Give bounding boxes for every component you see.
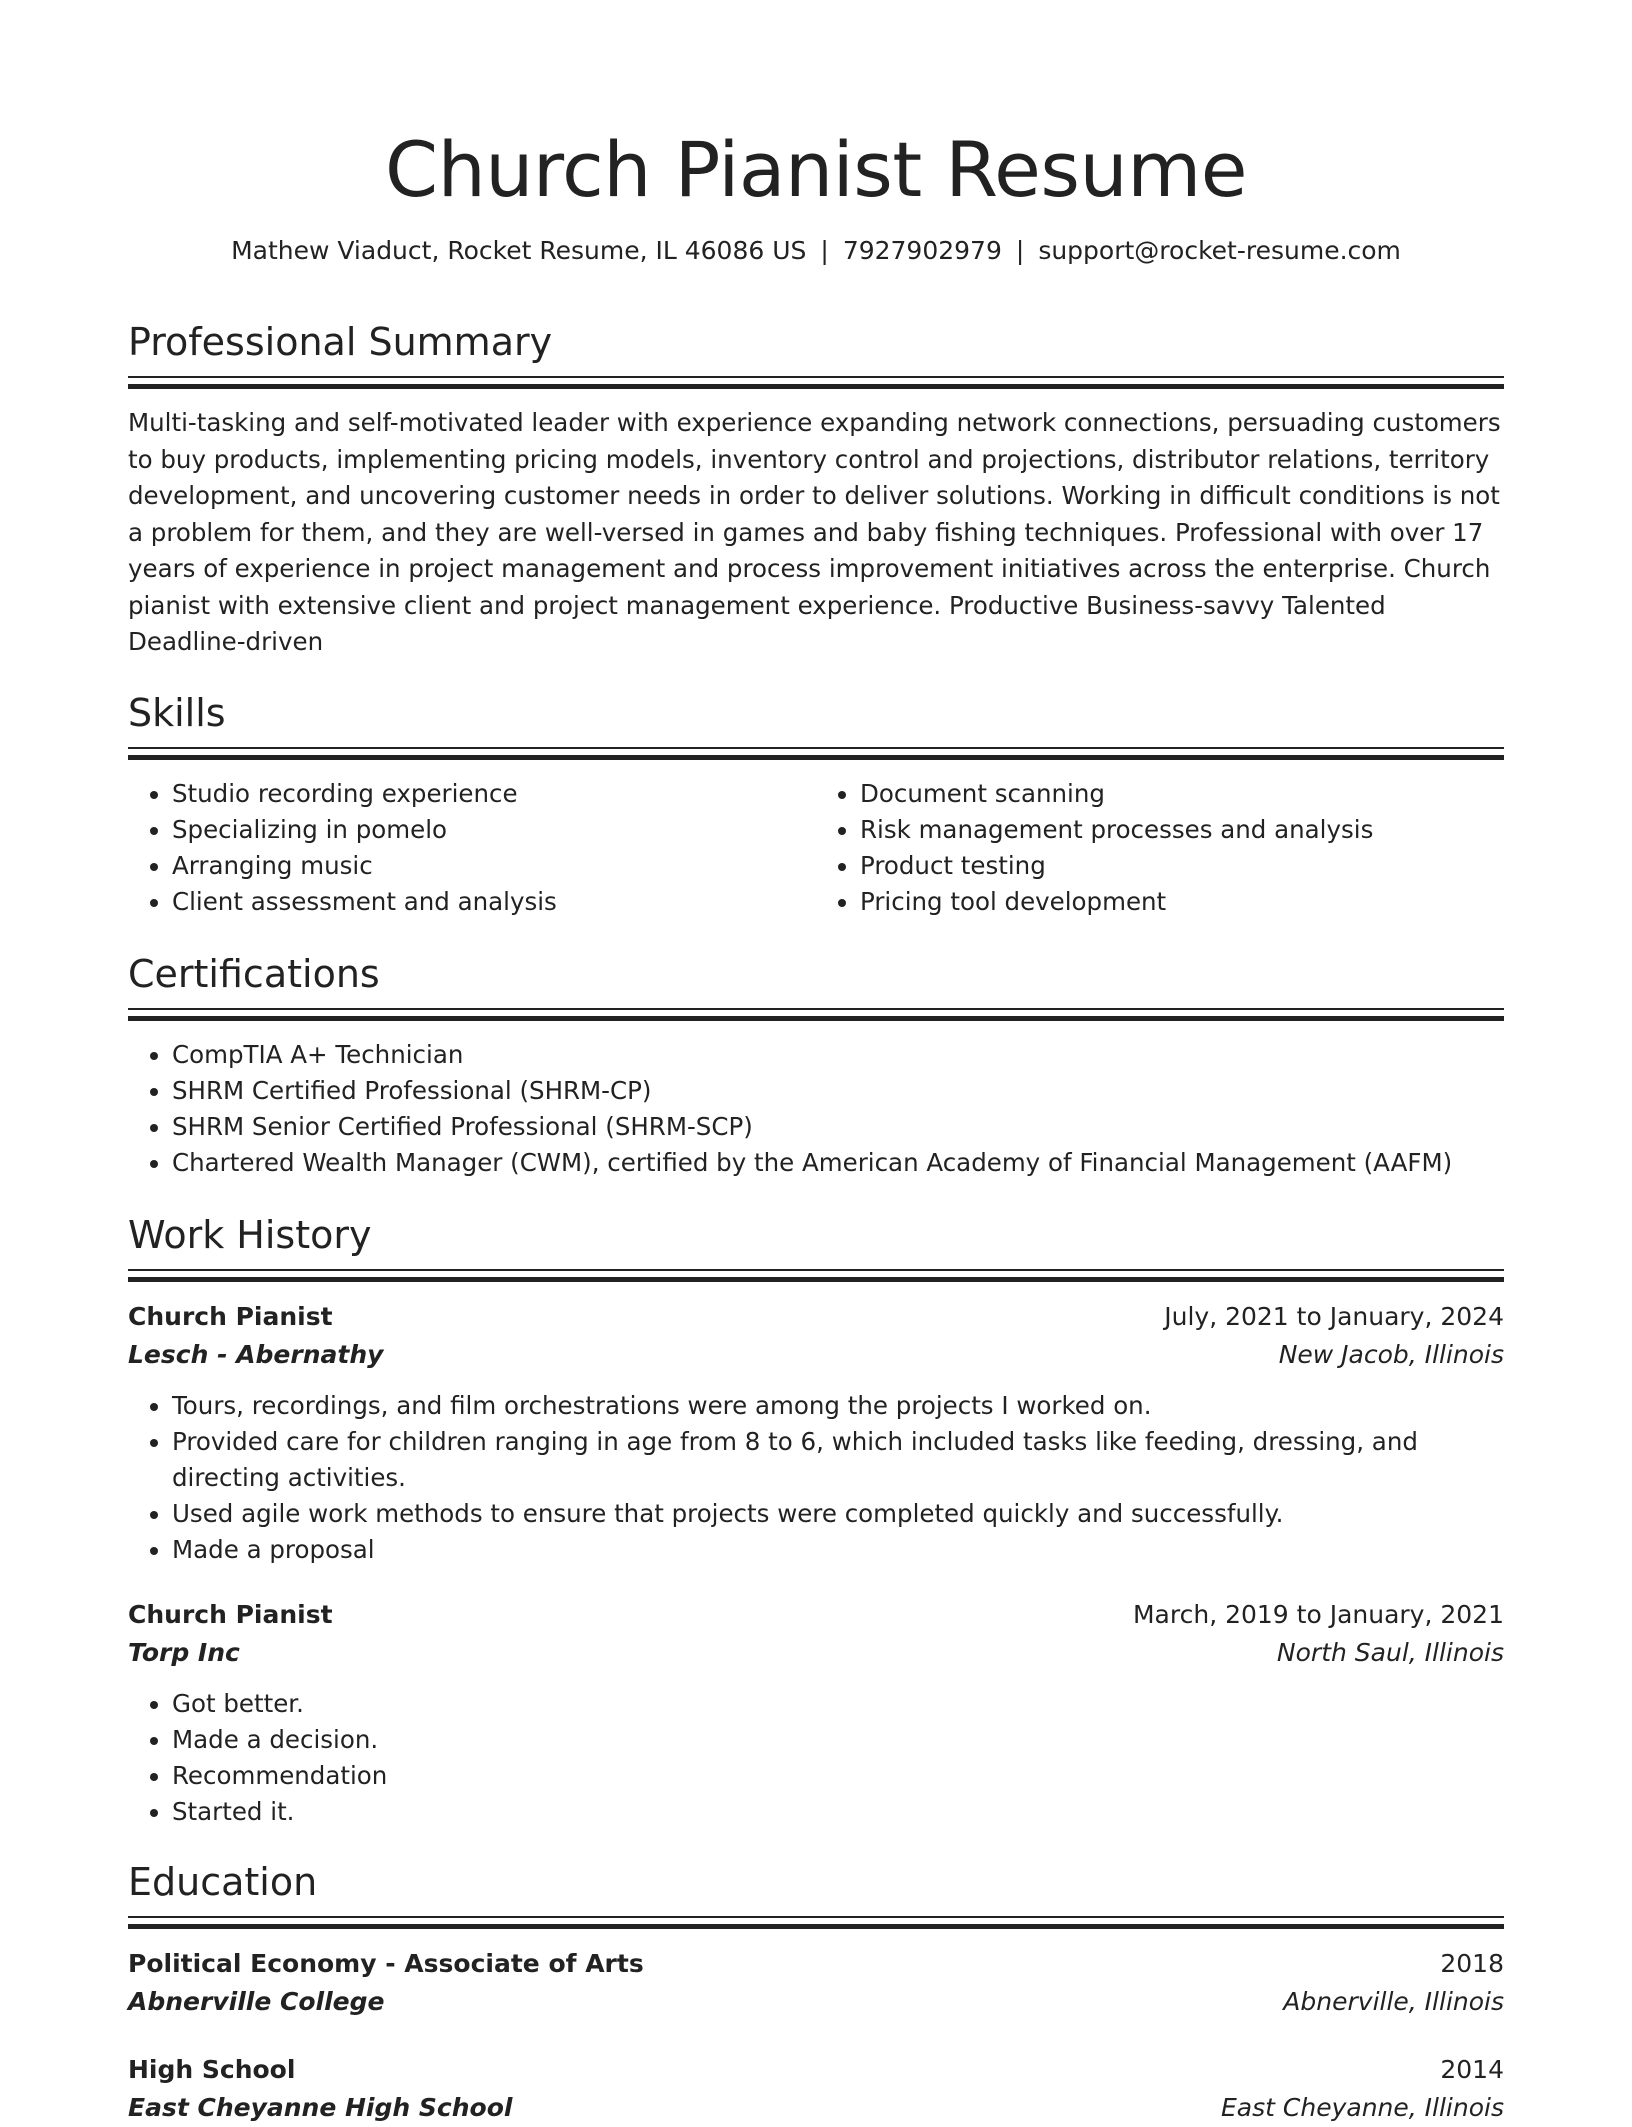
education-location: Abnerville, Illinois (1283, 1986, 1504, 2016)
education-degree: High School (128, 2054, 296, 2084)
contact-email: support@rocket-resume.com (1038, 236, 1401, 265)
job-bullets (128, 1686, 1504, 1830)
skill-item: • Client assessment and analysis (172, 884, 816, 920)
skill-item: • Specializing in pomelo (172, 812, 816, 848)
job-bullet: • Tours, recordings, and film orchestrations were among the projects I worked on. (172, 1388, 1504, 1424)
skill-item: • Risk management processes and analysis (860, 812, 1504, 848)
job-header-row (128, 1596, 1504, 1634)
section-divider (128, 747, 1504, 760)
education-school: Abnerville College (128, 1986, 385, 2016)
certification-item: • Chartered Wealth Manager (CWM), certified by the American Academy of Financial Management (AAFM) (172, 1145, 1504, 1181)
job-entry (128, 1298, 1504, 1568)
work-history-section (128, 1211, 1504, 1830)
job-bullet: • Used agile work methods to ensure that projects were completed quickly and successfully. (172, 1496, 1504, 1532)
education-year: 2018 (1440, 1948, 1504, 1978)
certification-item: • SHRM Senior Certified Professional (SHRM-SCP) (172, 1109, 1504, 1145)
job-bullet: • Got better. (172, 1686, 1504, 1722)
education-entry (128, 1945, 1504, 2021)
skill-item: • Document scanning (860, 776, 1504, 812)
section-heading: Professional Summary (128, 320, 553, 364)
skills-grid (128, 776, 1504, 920)
job-company: Torp Inc (128, 1637, 240, 1667)
job-bullets (128, 1388, 1504, 1568)
skill-item: • Pricing tool development (860, 884, 1504, 920)
job-company: Lesch - Abernathy (128, 1339, 384, 1369)
job-bullet: • Recommendation (172, 1758, 1504, 1794)
section-heading: Certifications (128, 951, 380, 996)
certification-item: • SHRM Certified Professional (SHRM-CP) (172, 1073, 1504, 1109)
section-heading: Skills (128, 690, 226, 735)
job-subheader-row (128, 1634, 1504, 1672)
job-location: North Saul, Illinois (1276, 1637, 1504, 1667)
section-divider (128, 1269, 1504, 1282)
certifications-list (128, 1037, 1504, 1181)
contact-phone: 7927902979 (842, 236, 1002, 265)
education-subheader-row (128, 2089, 1504, 2127)
contact-address: Mathew Viaduct, Rocket Resume, IL 46086 US (231, 236, 807, 265)
job-dates: March, 2019 to January, 2021 (1132, 1599, 1504, 1629)
education-header-row (128, 2051, 1504, 2089)
job-location: New Jacob, Illinois (1278, 1339, 1504, 1369)
contact-line (128, 234, 1504, 268)
section-heading: Education (128, 1859, 318, 1904)
job-title: Church Pianist (128, 1599, 333, 1629)
skill-item: • Product testing (860, 848, 1504, 884)
job-bullet: • Made a proposal (172, 1532, 1504, 1568)
summary-section (128, 318, 1504, 661)
summary-text: Multi-tasking and self-motivated leader with experience expanding network connections, persuading customers to buy products, implementing pricing models, inventory control and projections, distributor relations, territory development, and uncovering customer needs in order to deliver solutions. Working in difficult conditions is not a problem for them, and they are well-versed in games and baby fishing techniques. Professional with over 17 years of experience in project management and process improvement initiatives across the enterprise. Church pianist with extensive client and project management experience. Productive Business-savvy Talented Deadline-driven (128, 408, 1501, 656)
job-bullet: • Provided care for children ranging in age from 8 to 6, which included tasks like feeding, dressing, and directing activities. (172, 1424, 1504, 1496)
job-entry (128, 1596, 1504, 1830)
education-school: East Cheyanne High School (128, 2092, 513, 2122)
education-entry (128, 2051, 1504, 2127)
contact-separator: | (820, 236, 829, 265)
skill-item: • Arranging music (172, 848, 816, 884)
education-degree: Political Economy - Associate of Arts (128, 1948, 644, 1978)
certification-item: • CompTIA A+ Technician (172, 1037, 1504, 1073)
education-header-row (128, 1945, 1504, 1983)
skills-section (128, 689, 1504, 920)
skills-list-right (816, 776, 1504, 920)
contact-separator: | (1015, 236, 1025, 265)
resume-title: Church Pianist Resume (385, 125, 1247, 214)
job-dates: July, 2021 to January, 2024 (1164, 1301, 1504, 1331)
education-subheader-row (128, 1983, 1504, 2021)
certifications-section (128, 950, 1504, 1181)
education-section (128, 1858, 1504, 2127)
skill-item: • Studio recording experience (172, 776, 816, 812)
job-subheader-row (128, 1336, 1504, 1374)
section-divider (128, 376, 1504, 389)
resume-page (128, 0, 1504, 2127)
section-divider (128, 1008, 1504, 1021)
job-bullet: • Made a decision. (172, 1722, 1504, 1758)
job-header-row (128, 1298, 1504, 1336)
education-year: 2014 (1440, 2054, 1504, 2084)
section-heading: Work History (128, 1212, 372, 1257)
job-title: Church Pianist (128, 1301, 333, 1331)
section-divider (128, 1916, 1504, 1929)
skills-list-left (128, 776, 816, 920)
education-location: East Cheyanne, Illinois (1221, 2092, 1504, 2122)
job-bullet: • Started it. (172, 1794, 1504, 1830)
